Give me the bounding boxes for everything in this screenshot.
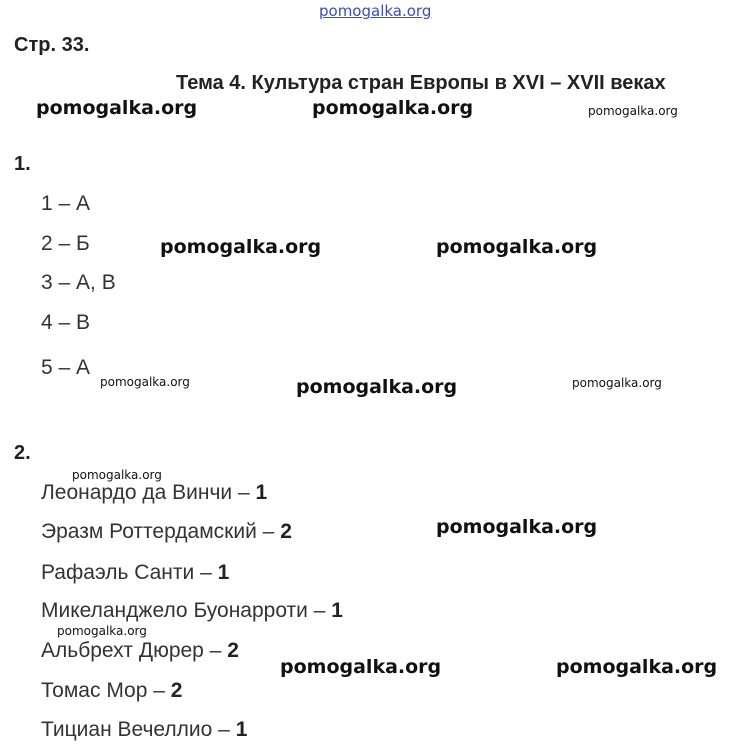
- watermark: pomogalka.org: [280, 656, 442, 678]
- task-2-pair: [41, 718, 247, 742]
- pair-value: 2: [170, 679, 183, 702]
- pair-separator: –: [307, 599, 332, 622]
- task-1-answer: 4 – В: [41, 311, 91, 334]
- page-label: Стр. 33.: [14, 34, 90, 56]
- watermark: pomogalka.org: [572, 376, 662, 390]
- topic-title: Тема 4. Культура стран Европы в XVI – XVII веках: [176, 72, 666, 94]
- pair-name: Альбрехт Дюрер: [41, 639, 204, 662]
- task-1-answer: 5 – А: [41, 356, 91, 379]
- pair-value: 1: [235, 718, 248, 741]
- pair-separator: –: [232, 481, 256, 504]
- pair-value: 2: [227, 639, 239, 662]
- pair-separator: –: [203, 639, 228, 662]
- pair-value: 1: [255, 481, 268, 504]
- task-2-pair: [41, 481, 267, 505]
- task-2-pair: [41, 639, 239, 663]
- watermark: pomogalka.org: [312, 97, 474, 119]
- pair-name: Леонардо да Винчи: [41, 481, 233, 504]
- watermark-link[interactable]: pomogalka.org: [319, 2, 432, 20]
- pair-name: Рафаэль Санти: [41, 561, 195, 584]
- pair-name: Микеланджело Буонарроти: [41, 599, 308, 622]
- task-2-pair: [41, 561, 229, 585]
- pair-value: 2: [280, 520, 292, 543]
- task-1-answer: 1 – А: [41, 192, 91, 215]
- pair-separator: –: [194, 561, 218, 584]
- task-2-number: 2.: [14, 442, 31, 464]
- pair-value: 1: [217, 561, 230, 584]
- task-1-number: 1.: [14, 153, 31, 175]
- watermark: pomogalka.org: [588, 104, 678, 118]
- pair-name: Тициан Вечеллио: [41, 718, 213, 741]
- pair-separator: –: [147, 679, 171, 702]
- watermark: pomogalka.org: [436, 236, 598, 258]
- watermark: pomogalka.org: [100, 375, 190, 389]
- task-1-answer: 3 – А, В: [41, 271, 116, 294]
- watermark: pomogalka.org: [296, 376, 458, 398]
- watermark: pomogalka.org: [72, 468, 162, 482]
- pair-separator: –: [256, 520, 281, 543]
- watermark: pomogalka.org: [57, 624, 147, 638]
- task-2-pair: [41, 520, 292, 544]
- task-1-answer: 2 – Б: [41, 232, 90, 255]
- watermark: pomogalka.org: [556, 656, 718, 678]
- pair-name: Эразм Роттердамский: [41, 520, 257, 543]
- watermark: pomogalka.org: [36, 97, 198, 119]
- watermark: pomogalka.org: [160, 236, 322, 258]
- pair-name: Томас Мор: [41, 679, 148, 702]
- task-2-pair: [41, 679, 182, 703]
- task-2-pair: [41, 599, 343, 623]
- pair-separator: –: [212, 718, 236, 741]
- pair-value: 1: [331, 599, 343, 622]
- watermark: pomogalka.org: [436, 516, 598, 538]
